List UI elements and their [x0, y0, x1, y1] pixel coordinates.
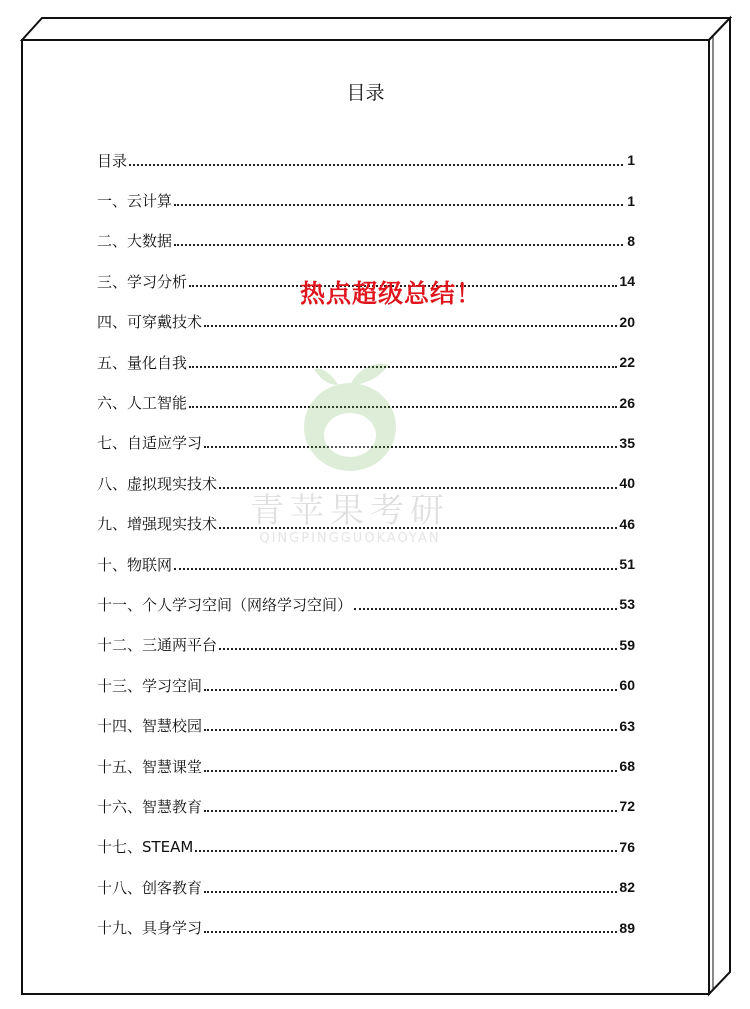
toc-entry-page-number: 82 — [619, 879, 635, 896]
toc-entry[interactable] — [97, 827, 635, 867]
toc-dot-leader — [354, 608, 617, 610]
watermark-text: 青苹果考研 — [250, 491, 450, 531]
toc-entry-label: 十七、STEAM — [97, 838, 194, 857]
toc-entry-page-number: 53 — [619, 596, 635, 613]
toc-entry-label: 九、增强现实技术 — [97, 515, 218, 534]
toc-entry-page-number: 14 — [619, 273, 635, 290]
toc-entry-page-number: 8 — [627, 232, 635, 249]
toc-dot-leader — [174, 244, 623, 246]
toc-dot-leader — [204, 770, 617, 772]
toc-entry-page-number: 40 — [619, 475, 635, 492]
toc-entry-page-number: 46 — [619, 515, 635, 532]
toc-entry-label: 七、自适应学习 — [97, 434, 203, 453]
toc-entry-page-number: 26 — [619, 394, 635, 411]
toc-entry[interactable] — [97, 867, 635, 907]
toc-dot-leader — [195, 850, 617, 852]
toc-entry-label: 十六、智慧教育 — [97, 797, 203, 816]
toc-entry[interactable] — [97, 625, 635, 665]
toc-dot-leader — [204, 689, 617, 691]
toc-dot-leader — [204, 891, 617, 893]
toc-entry-label: 二、大数据 — [97, 232, 173, 251]
toc-entry-page-number: 51 — [619, 556, 635, 573]
toc-entry-page-number: 72 — [619, 798, 635, 815]
toc-dot-leader — [204, 931, 617, 933]
toc-entry[interactable] — [97, 705, 635, 745]
toc-entry-label: 十一、个人学习空间（网络学习空间） — [97, 595, 353, 614]
toc-entry[interactable] — [97, 140, 635, 180]
toc-entry-page-number: 1 — [627, 152, 635, 169]
toc-entry-label: 六、人工智能 — [97, 394, 188, 413]
toc-dot-leader — [129, 164, 623, 166]
toc-entry-page-number: 63 — [619, 717, 635, 734]
toc-entry[interactable] — [97, 665, 635, 705]
toc-entry-page-number: 1 — [627, 192, 635, 209]
hotspot-summary-banner: 热点超级总结！ — [300, 279, 483, 308]
toc-dot-leader — [174, 204, 623, 206]
toc-entry[interactable] — [97, 786, 635, 826]
toc-dot-leader — [204, 810, 617, 812]
toc-entry-label: 十、物联网 — [97, 555, 173, 574]
toc-entry-page-number: 35 — [619, 434, 635, 451]
toc-title: 目录 — [346, 82, 385, 104]
toc-entry-page-number: 89 — [619, 919, 635, 936]
toc-entry-page-number: 60 — [619, 677, 635, 694]
toc-dot-leader — [204, 729, 617, 731]
watermark-subtext: QINGPINGGUOKAOYAN — [259, 531, 441, 546]
toc-entry[interactable] — [97, 907, 635, 947]
watermark — [210, 355, 490, 555]
toc-dot-leader — [219, 648, 617, 650]
toc-entry-label: 目录 — [97, 151, 128, 170]
toc-entry-label: 十九、具身学习 — [97, 919, 203, 938]
toc-entry-label: 八、虚拟现实技术 — [97, 474, 218, 493]
toc-entry-label: 三、学习分析 — [97, 272, 188, 291]
toc-entry-label: 十八、创客教育 — [97, 878, 203, 897]
toc-entry-label: 十五、智慧课堂 — [97, 757, 203, 776]
green-apple-logo-icon — [210, 355, 490, 485]
toc-entry[interactable] — [97, 180, 635, 220]
toc-entry-label: 十二、三通两平台 — [97, 636, 218, 655]
toc-entry-page-number: 22 — [619, 354, 635, 371]
toc-entry-page-number: 59 — [619, 636, 635, 653]
toc-entry[interactable] — [97, 584, 635, 624]
toc-entry[interactable] — [97, 221, 635, 261]
toc-entry-label: 五、量化自我 — [97, 353, 188, 372]
toc-entry-label: 一、云计算 — [97, 192, 173, 211]
toc-dot-leader — [174, 568, 617, 570]
toc-entry-label: 四、可穿戴技术 — [97, 313, 203, 332]
toc-entry-label: 十三、学习空间 — [97, 676, 203, 695]
toc-dot-leader — [204, 325, 617, 327]
toc-entry-page-number: 76 — [619, 838, 635, 855]
toc-entry-page-number: 20 — [619, 313, 635, 330]
toc-entry[interactable] — [97, 746, 635, 786]
toc-entry-page-number: 68 — [619, 758, 635, 775]
toc-entry-label: 十四、智慧校园 — [97, 717, 203, 736]
